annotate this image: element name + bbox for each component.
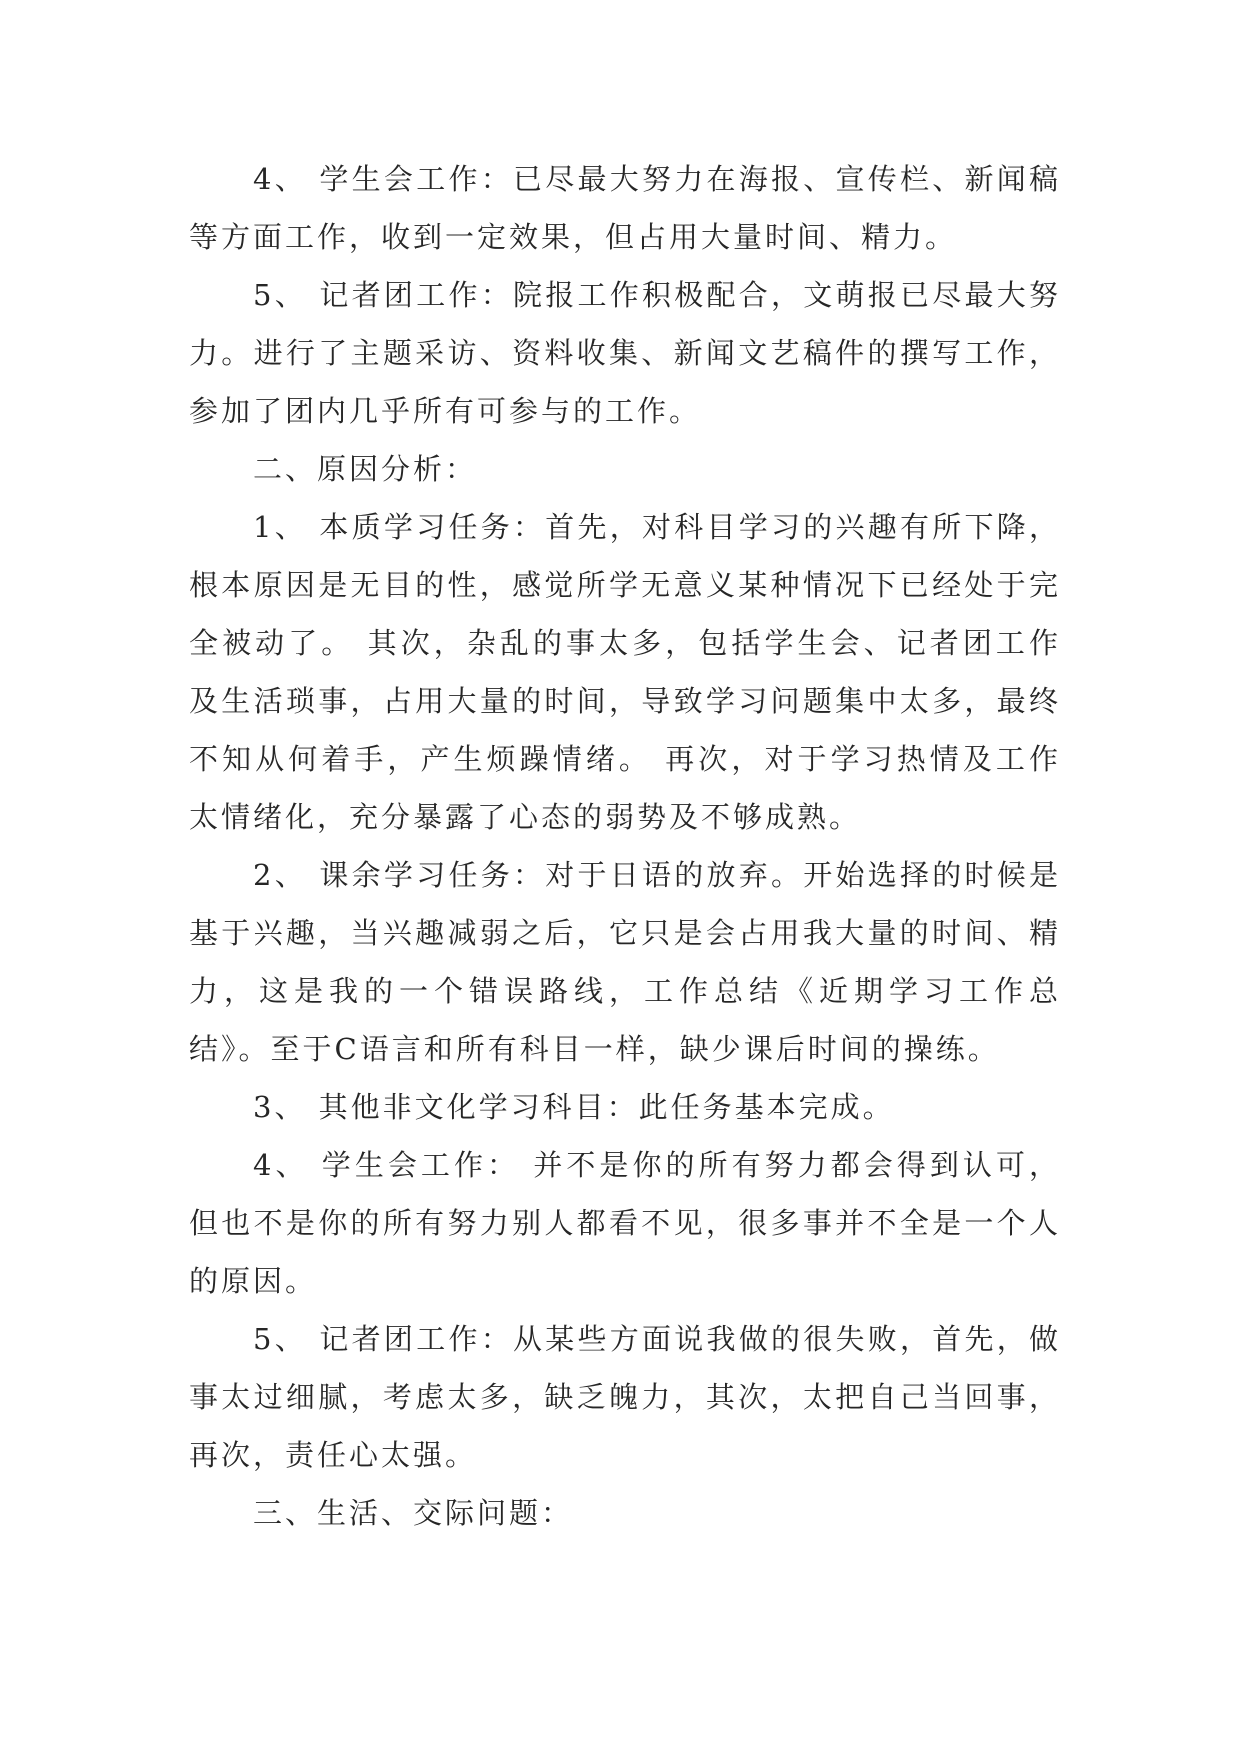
document-body (189, 150, 1061, 1542)
heading-cause-analysis: 二、原因分析： (253, 452, 478, 486)
paragraph-extracurricular-study: 2、 课余学习任务：对于日语的放弃。开始选择的时候是基于兴趣，当兴趣减弱之后，它只是会占用我大量的时间、精力，这是我的一个错误路线，工作总结《近期学习工作总结》。至于C语言和所有科目一样，缺少课后时间的操练。 (189, 858, 1061, 1066)
heading-life-social-issues: 三、生活、交际问题： (253, 1496, 574, 1530)
paragraph-core-study-tasks: 1、 本质学习任务：首先，对科目学习的兴趣有所下降，根本原因是无目的性，感觉所学无意义某种情况下已经处于完全被动了。 其次，杂乱的事太多，包括学生会、记者团工作及生活琐事，占用大量的时间，导致学习问题集中太多，最终不知从何着手，产生烦躁情绪。 再次，对于学习热情及工作太情绪化，充分暴露了心态的弱势及不够成熟。 (189, 510, 1061, 834)
paragraph-other-subjects: 3、 其他非文化学习科目：此任务基本完成。 (253, 1090, 895, 1124)
paragraph-reporter-group-work: 5、 记者团工作：院报工作积极配合，文萌报已尽最大努力。进行了主题采访、资料收集、新闻文艺稿件的撰写工作，参加了团内几乎所有可参与的工作。 (189, 278, 1061, 428)
paragraph-student-union-analysis: 4、 学生会工作： 并不是你的所有努力都会得到认可，但也不是你的所有努力别人都看不见，很多事并不全是一个人的原因。 (189, 1148, 1061, 1298)
paragraph-reporter-group-analysis: 5、 记者团工作：从某些方面说我做的很失败，首先，做事太过细腻，考虑太多，缺乏魄力，其次，太把自己当回事，再次，责任心太强。 (189, 1322, 1061, 1472)
paragraph-student-union-work: 4、 学生会工作：已尽最大努力在海报、宣传栏、新闻稿等方面工作，收到一定效果，但占用大量时间、精力。 (189, 162, 1061, 254)
